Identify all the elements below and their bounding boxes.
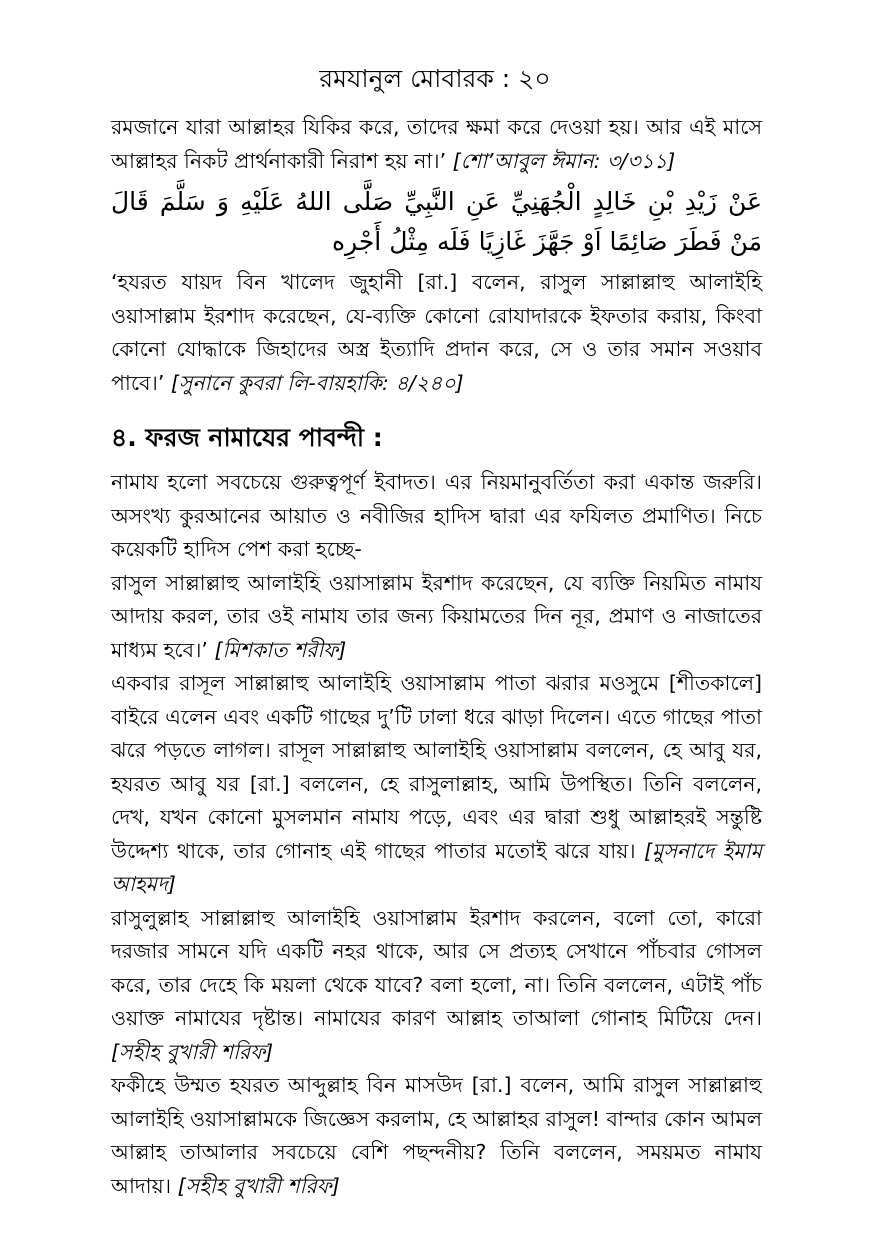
paragraph-text: ফকীহে উম্মত হযরত আব্দুল্লাহ বিন মাসউদ [রা.] বলেন, আমি রাসুল সাল্লাল্লাহু আলাইহি ওয়াসাল্লামকে জিজ্ঞেস করলাম, হে আল্লাহর রাসুল! বান্দার কোন আমল আল্লাহ তাআলার সবচেয়ে বেশি পছন্দনীয়? তিনি বললেন, সময়মত নামায আদায়।	[111, 1073, 762, 1198]
paragraph	[111, 667, 762, 902]
paragraph-text: রাসুল সাল্লাল্লাহু আলাইহি ওয়াসাল্লাম ইরশাদ করেছেন, যে ব্যক্তি নিয়মিত নামায আদায় করল, তার ওই নামায তার জন্য কিয়ামতের দিন নূর, প্রমাণ ও নাজাতের মাধ্যম হবে।’	[111, 570, 762, 662]
paragraph	[111, 111, 762, 178]
paragraph-text: নামায হলো সবচেয়ে গুরুত্বপূর্ণ ইবাদত। এর নিয়মানুবর্তিতা করা একান্ত জরুরি। অসংখ্য কুরআনের আয়াত ও নবীজির হাদিস দ্বারা এর ফযিলত প্রমাণিত। নিচে কয়েকটি হাদিস পেশ করা হচ্ছে-	[111, 470, 762, 561]
paragraph	[111, 466, 762, 567]
citation: [সহীহ বুখারী শরিফ]	[111, 1039, 274, 1064]
paragraph	[111, 1069, 762, 1203]
citation: [সহীহ বুখারী শরিফ]	[177, 1173, 340, 1198]
section-heading: ৪. ফরজ নামাযের পাবন্দী :	[111, 423, 383, 452]
paragraph	[111, 266, 762, 400]
page-content	[111, 111, 762, 1203]
citation: [সুনানে কুবরা লি-বায়হাকি: ৪/২৪০]	[170, 370, 464, 395]
paragraph-text: রমজানে যারা আল্লাহর যিকির করে, তাদের ক্ষমা করে দেওয়া হয়। আর এই মাসে আল্লাহর নিকট প্রার্থনাকারী নিরাশ হয় না।’	[111, 115, 762, 173]
page-header-title: রমযানুল মোবারক : ২০	[319, 64, 551, 93]
citation: [শো’আবুল ঈমান: ৩/৩১১]	[452, 148, 676, 173]
paragraph	[111, 902, 762, 1070]
paragraph	[111, 567, 762, 668]
citation: [মুসনাদে ইমাম আহমদ]	[111, 838, 762, 896]
paragraph-text: একবার রাসূল সাল্লাল্লাহু আলাইহি ওয়াসাল্লাম পাতা ঝরার মওসুমে [শীতকালে] বাইরে এলেন এবং একটি গাছের দু’টি ঢালা ধরে ঝাড়া দিলেন। এতে গাছের পাতা ঝরে পড়তে লাগল। রাসূল সাল্লাল্লাহু আলাইহি ওয়াসাল্লাম বললেন, হে আবু যর, হযরত আবু যর [রা.] বললেন, হে রাসুলাল্লাহ, আমি উপস্থিত। তিনি বললেন, দেখ, যখন কোনো মুসলমান নামায পড়ে, এবং এর দ্বারা শুধু আল্লাহরই সন্তুষ্টি উদ্দেশ্য থাকে, তার গোনাহ এই গাছের পাতার মতোই ঝরে যায়।	[111, 671, 762, 863]
arabic-hadith-text: عَنْ زَيْدِ بْنِ خَالِدٍ الْجُهَنِيِّ عَنِ النَّبِيِّ صَلَّى اللهُ عَلَيْهِ وَ سَلَّمَ قَالَ مَنْ فَطَرَ صَائِمًا اَوْ جَهَّزَ غَازِيًا فَلَه مِثْلُ أَجْرِه	[111, 187, 762, 256]
paragraph-text: ‘হযরত যায়দ বিন খালেদ জুহানী [রা.] বলেন, রাসুল সাল্লাল্লাহু আলাইহি ওয়াসাল্লাম ইরশাদ করেছেন, যে-ব্যক্তি কোনো রোযাদারকে ইফতার করায়, কিংবা কোনো যোদ্ধাকে জিহাদের অস্ত্র ইত্যাদি প্রদান করে, সে ও তার সমান সওয়াব পাবে।’	[111, 270, 762, 395]
citation: [মিশকাত শরীফ]	[214, 637, 347, 662]
paragraph-text: রাসুলুল্লাহ সাল্লাল্লাহু আলাইহি ওয়াসাল্লাম ইরশাদ করলেন, বলো তো, কারো দরজার সামনে যদি একটি নহর থাকে, আর সে প্রত্যহ সেখানে পাঁচবার গোসল করে, তার দেহে কি ময়লা থেকে যাবে? বলা হলো, না। তিনি বললেন, এটাই পাঁচ ওয়াক্ত নামাযের দৃষ্টান্ত। নামাযের কারণ আল্লাহ তাআলা গোনাহ মিটিয়ে দেন।	[111, 905, 762, 1030]
